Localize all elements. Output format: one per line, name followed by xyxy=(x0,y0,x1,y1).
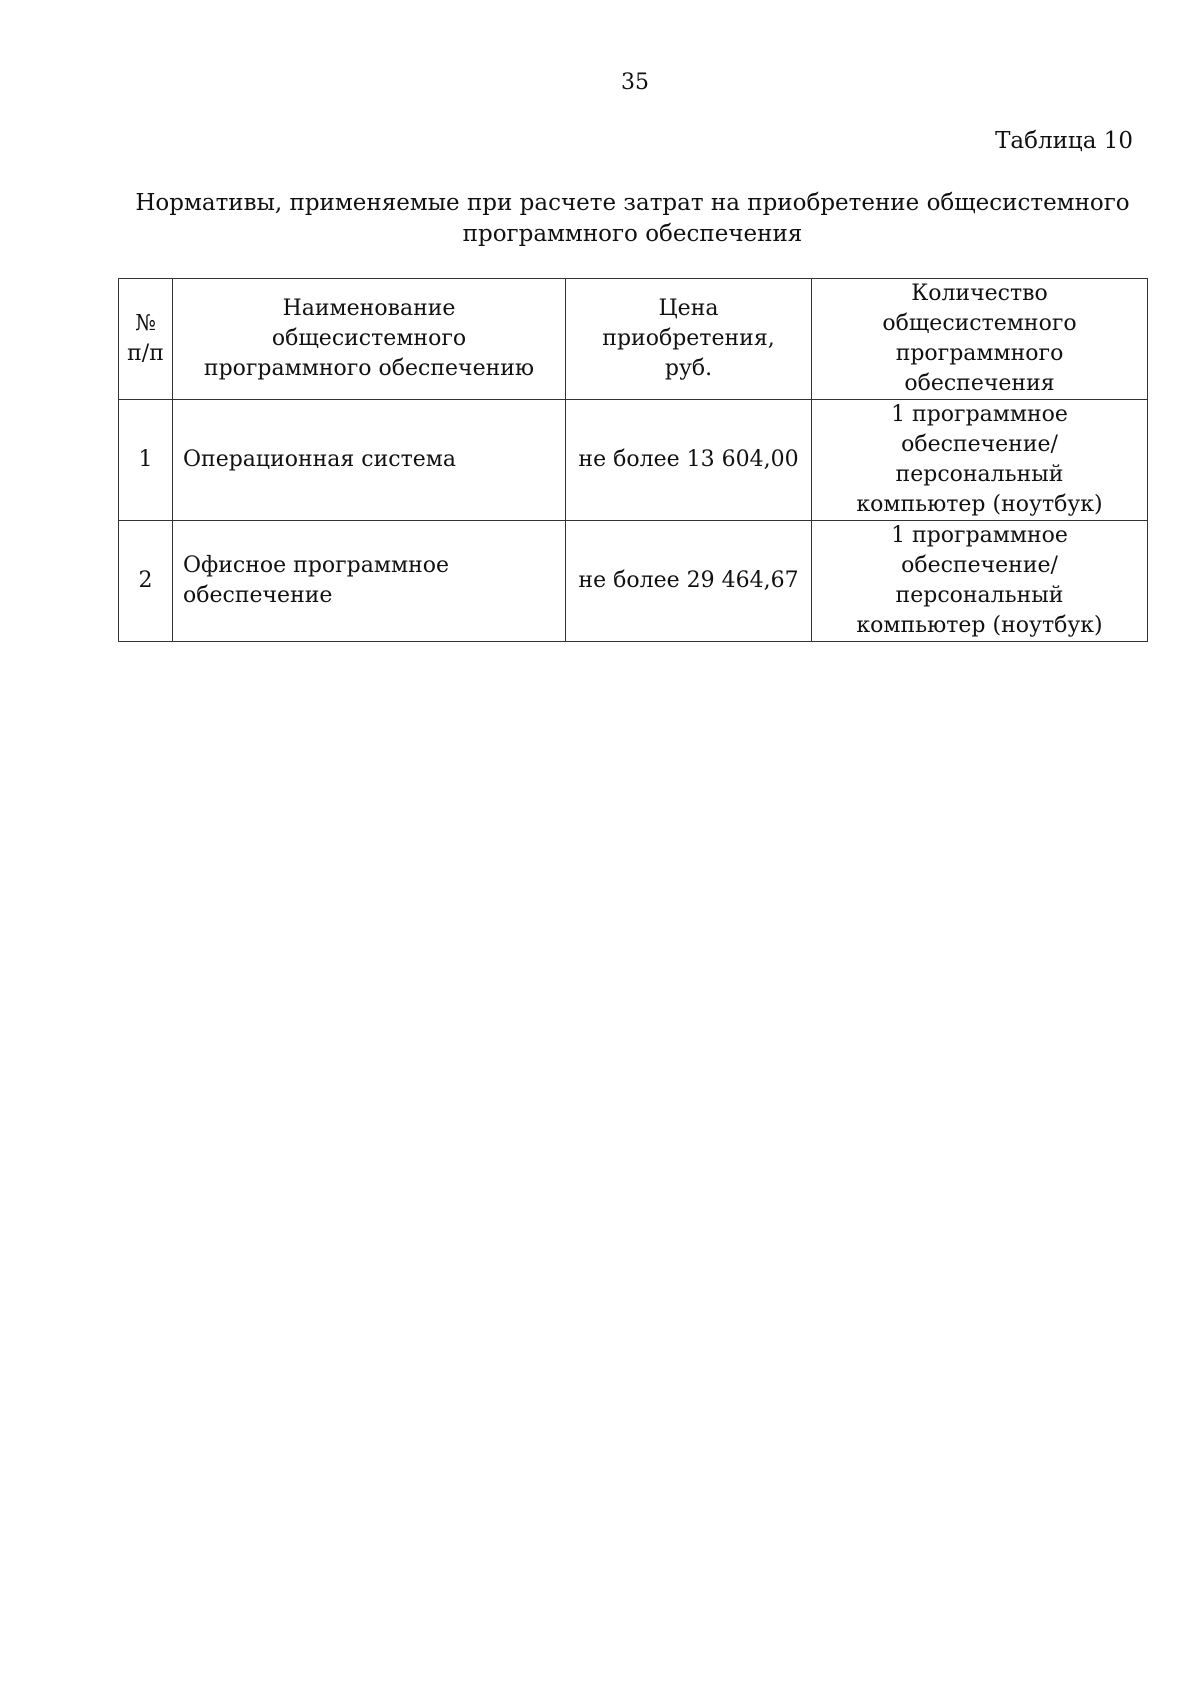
row-name xyxy=(173,400,566,521)
header-price-line: приобретения, руб. xyxy=(602,326,775,381)
row-qty-line: 1 программное xyxy=(891,402,1068,427)
header-price-line: Цена xyxy=(658,296,719,321)
header-qty-line: общесистемного xyxy=(882,311,1077,336)
row-name-line: Операционная система xyxy=(183,447,457,472)
header-num-line: № xyxy=(135,311,156,336)
page-number: 35 xyxy=(621,70,649,95)
row-num: 2 xyxy=(119,521,173,642)
norms-table xyxy=(118,278,1148,642)
header-num xyxy=(119,279,173,400)
row-qty-line: обеспечение/персональный xyxy=(895,432,1064,487)
header-name-line: Наименование общесистемного xyxy=(271,296,467,351)
header-qty xyxy=(812,279,1148,400)
header-num-line: п/п xyxy=(127,341,164,366)
row-qty-line: 1 программное xyxy=(891,523,1068,548)
table-label: Таблица 10 xyxy=(995,128,1133,154)
row-name-line: обеспечение xyxy=(183,583,333,608)
header-qty-line: Количество xyxy=(911,281,1048,306)
row-price: не более 29 464,67 xyxy=(566,521,812,642)
heading-line-1: Нормативы, применяемые при расчете затрат на приобретение общесистемного xyxy=(135,190,1130,216)
table-heading xyxy=(0,188,1200,250)
row-qty-line: компьютер (ноутбук) xyxy=(856,613,1103,638)
row-qty-line: обеспечение/персональный xyxy=(895,553,1064,608)
header-price xyxy=(566,279,812,400)
header-row xyxy=(119,279,1148,400)
header-qty-line: программного обеспечения xyxy=(895,341,1064,396)
row-num: 1 xyxy=(119,400,173,521)
row-qty-line: компьютер (ноутбук) xyxy=(856,492,1103,517)
row-qty xyxy=(812,400,1148,521)
table-row xyxy=(119,400,1148,521)
row-qty xyxy=(812,521,1148,642)
header-name-line: программного обеспечению xyxy=(203,356,535,381)
row-name xyxy=(173,521,566,642)
header-name xyxy=(173,279,566,400)
heading-line-2: программного обеспечения xyxy=(462,221,803,247)
row-price: не более 13 604,00 xyxy=(566,400,812,521)
table-row xyxy=(119,521,1148,642)
row-name-line: Офисное программное xyxy=(183,553,450,578)
